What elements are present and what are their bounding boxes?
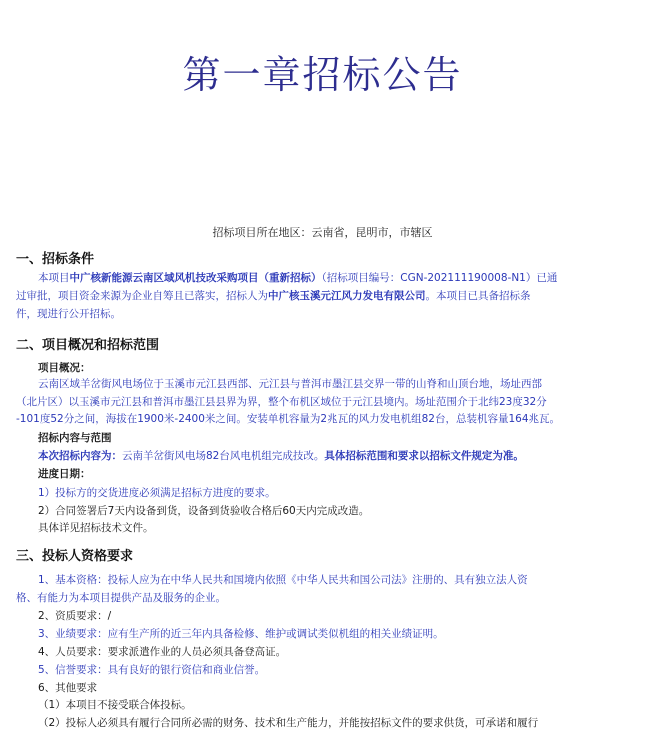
qual-2: 2、资质要求：/ xyxy=(38,610,112,622)
overview-line-2: （北片区）以玉溪市元江县和普洱市墨江县县界为界，整个布机区域位于元江县境内。场址范围介于北纬23度32分 xyxy=(16,396,547,408)
s1-line-1 xyxy=(38,270,557,286)
scope-label: 招标内容与范围 xyxy=(38,432,112,444)
project-region-line: 招标项目所在地区：云南省，昆明市，市辖区 xyxy=(212,226,433,239)
overview-line-1: 云南区域羊岔街风电场位于玉溪市元江县西部、元江县与普洱市墨江县交界一带的山脊和山顶台地，场址西部 xyxy=(38,378,542,390)
qual-6-1: （1）本项目不接受联合体投标。 xyxy=(38,699,192,711)
scope-text-c: 具体招标范围和要求以招标文件规定为准。 xyxy=(324,450,524,462)
progress-line-3: 具体详见招标技术文件。 xyxy=(38,522,154,534)
s1-line-3: 件，现进行公开招标。 xyxy=(16,308,121,320)
scope-text-a: 本次招标内容为： xyxy=(38,450,122,462)
chapter-title: 第一章招标公告 xyxy=(182,53,463,97)
s1-text-c: 。本项目已具备招标条 xyxy=(425,290,531,302)
overview-label: 项目概况： xyxy=(38,362,91,374)
qual-5: 5、信誉要求：具有良好的银行资信和商业信誉。 xyxy=(38,664,266,676)
progress-label: 进度日期： xyxy=(38,468,91,480)
s1-line-2 xyxy=(16,288,531,304)
qual-3: 3、业绩要求：应有生产所的近三年内具备检修、维护或调试类似机组的相关业绩证明。 xyxy=(38,628,444,640)
scope-text-b: 云南羊岔街风电场82台风电机组完成技改。 xyxy=(122,450,325,462)
s1-text-a: 本项目 xyxy=(38,272,70,284)
s1-text-b: 过审批，项目资金来源为企业自筹且已落实，招标人为 xyxy=(16,290,268,302)
qual-1-line-1: 1、基本资格：投标人应为在中华人民共和国境内依照《中华人民共和国公司法》注册的、具有独立法人资 xyxy=(38,574,528,586)
overview-line-3: -101度52分之间，海拔在1900米-2400米之间。安装单机容量为2兆瓦的风力发电机组82台，总装机容量164兆瓦。 xyxy=(16,413,561,425)
qual-4: 4、人员要求：要求派遣作业的人员必须具备登高证。 xyxy=(38,646,287,658)
progress-line-1: 1）投标方的交货进度必须满足招标方进度的要求。 xyxy=(38,487,276,499)
section-3-heading: 三、投标人资格要求 xyxy=(16,549,134,564)
s1-project-code: （招标项目编号：CGN-202111190008-N1）已通 xyxy=(321,272,558,284)
s1-project-name: 中广核新能源云南区域风机技改采购项目（重新招标） xyxy=(69,272,322,284)
qual-6: 6、其他要求 xyxy=(38,682,98,694)
section-2-heading: 二、项目概况和招标范围 xyxy=(16,338,160,353)
progress-line-2: 2）合同签署后7天内设备到货，设备到货验收合格后60天内完成改造。 xyxy=(38,505,370,517)
s1-tenderer-name: 中广核玉溪元江风力发电有限公司 xyxy=(268,290,426,302)
qual-6-2: （2）投标人必须具有履行合同所必需的财务、技术和生产能力，并能按招标文件的要求供货，可承诺和履行 xyxy=(38,717,539,729)
qual-1-line-2: 格、有能力为本项目提供产品及服务的企业。 xyxy=(16,592,226,604)
section-1-heading: 一、招标条件 xyxy=(16,252,95,267)
scope-line xyxy=(38,448,524,464)
